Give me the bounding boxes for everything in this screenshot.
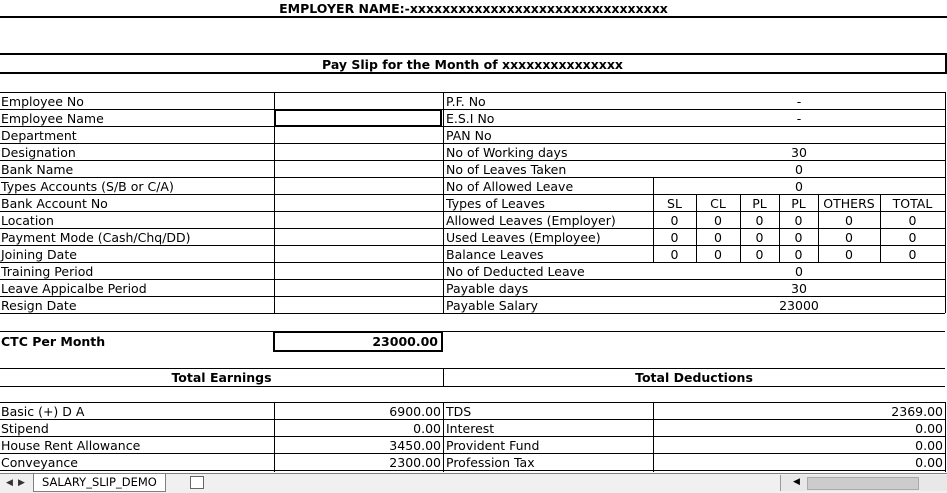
attendance-field-value: 30: [791, 281, 807, 296]
employee-field-value: [275, 93, 443, 110]
deduction-amount: 0.00: [915, 421, 943, 436]
employee-field-value: [275, 229, 443, 246]
leave-row-label: Used Leaves (Employee): [446, 230, 601, 245]
attendance-field-label: No of Allowed Leave: [446, 179, 574, 194]
employer-name-header: [0, 0, 947, 18]
attendance-field-label: No of Deducted Leave: [446, 264, 585, 279]
attendance-field-value: 0: [795, 264, 803, 279]
employee-field-value: [275, 161, 443, 178]
horizontal-scrollbar[interactable]: [780, 475, 947, 491]
leave-cell-value: 0: [845, 213, 853, 228]
employee-field-label: Resign Date: [1, 298, 77, 313]
leave-cell-value: 0: [755, 247, 764, 262]
leave-cell-value: 0: [908, 230, 917, 245]
leave-cell-value: 0: [714, 247, 722, 262]
employee-field-label: Types Accounts (S/B or C/A): [1, 179, 174, 194]
employee-field-label: Payment Mode (Cash/Chq/DD): [1, 230, 191, 245]
leave-cell-value: 0: [714, 230, 722, 245]
employee-field-label: Location: [1, 213, 54, 228]
deduction-label: Interest: [446, 421, 495, 436]
sheet-tab-salary-slip-demo[interactable]: [33, 474, 166, 492]
sheet-tab-label: SALARY_SLIP_DEMO: [42, 475, 157, 489]
scroll-thumb[interactable]: [807, 477, 919, 490]
deduction-amount: 0.00: [915, 438, 943, 453]
employee-field-value: [275, 178, 443, 195]
leave-cell-value: 0: [845, 247, 853, 262]
ctc-value: 23000.00: [372, 334, 438, 349]
payslip-title-text: Pay Slip for the Month of xxxxxxxxxxxxxxx: [322, 57, 623, 72]
attendance-field-value: [653, 127, 945, 144]
leave-cell-value: 0: [794, 213, 803, 228]
earning-label: Conveyance: [1, 455, 78, 470]
employee-field-label: Employee No: [1, 94, 84, 109]
employee-field-label: Employee Name: [1, 111, 104, 126]
attendance-field-value: -: [796, 111, 802, 126]
earning-amount: 2300.00: [389, 455, 441, 470]
payslip-title-header: [0, 53, 947, 74]
prev-sheet-icon[interactable]: ◀: [6, 478, 13, 488]
attendance-field-value: 23000: [779, 298, 819, 313]
leave-cell-value: 0: [908, 247, 917, 262]
attendance-field-value: 30: [791, 145, 807, 160]
employee-name-input-box[interactable]: [274, 109, 442, 127]
attendance-field-label: P.F. No: [446, 94, 486, 109]
employee-field-value: [275, 127, 443, 144]
employee-field-value: [275, 280, 443, 297]
employee-field-value: [275, 212, 443, 229]
earning-amount: 6900.00: [389, 404, 441, 419]
attendance-field-label: PAN No: [446, 128, 492, 143]
employee-field-value: [275, 246, 443, 263]
gridline: [0, 331, 945, 332]
deduction-amount: 2369.00: [891, 404, 943, 419]
sheet-tab-bar: [0, 473, 947, 493]
employer-name-text: EMPLOYER NAME:-xxxxxxxxxxxxxxxxxxxxxxxxxxxxxxxx: [279, 1, 668, 16]
leave-column-header: PL: [752, 196, 767, 211]
employee-field-value: [275, 297, 443, 314]
leave-cell-value: 0: [908, 213, 917, 228]
employee-field-label: Joining Date: [1, 247, 77, 262]
leave-column-header: CL: [710, 196, 726, 211]
earning-label: House Rent Allowance: [1, 438, 141, 453]
ctc-label: CTC Per Month: [1, 334, 106, 349]
leave-cell-value: 0: [670, 230, 679, 245]
total-deductions-heading: Total Deductions: [635, 370, 753, 385]
leave-column-header: PL: [791, 196, 806, 211]
attendance-field-value: 0: [795, 162, 803, 177]
attendance-field-label: Payable Salary: [446, 298, 539, 313]
leave-column-header: OTHERS: [823, 196, 875, 211]
gridline: [443, 92, 444, 313]
earning-label: Stipend: [1, 421, 49, 436]
scroll-left-icon[interactable]: ◀: [793, 477, 800, 487]
deduction-amount: 0.00: [915, 455, 943, 470]
gridline: [0, 386, 945, 387]
employee-field-value: [275, 263, 443, 280]
earning-amount: 0.00: [413, 421, 441, 436]
leave-cell-value: 0: [755, 230, 764, 245]
leave-row-label: Allowed Leaves (Employer): [446, 213, 616, 228]
deduction-label: Provident Fund: [446, 438, 540, 453]
employee-field-label: Bank Name: [1, 162, 74, 177]
employee-field-label: Bank Account No: [1, 196, 108, 211]
attendance-field-label: No of Leaves Taken: [446, 162, 567, 177]
deduction-label: Profession Tax: [446, 455, 535, 470]
leave-cell-value: 0: [670, 213, 679, 228]
earning-label: Basic (+) D A: [1, 404, 85, 419]
earning-amount: 3450.00: [389, 438, 441, 453]
employee-field-label: Department: [1, 128, 77, 143]
gridline: [945, 92, 946, 313]
attendance-field-value: 0: [795, 179, 803, 194]
leave-cell-value: 0: [845, 230, 853, 245]
attendance-field-label: E.S.I No: [446, 111, 495, 126]
employee-field-value: [275, 144, 443, 161]
leave-cell-value: 0: [794, 230, 803, 245]
employee-field-label: Designation: [1, 145, 76, 160]
total-earnings-heading: Total Earnings: [171, 370, 272, 385]
leave-column-header: SL: [667, 196, 682, 211]
employee-field-label: Leave Appicalbe Period: [1, 281, 147, 296]
leave-cell-value: 0: [794, 247, 803, 262]
attendance-field-label: No of Working days: [446, 145, 568, 160]
leave-types-label: Types of Leaves: [446, 196, 545, 211]
insert-sheet-icon[interactable]: [190, 476, 204, 489]
attendance-field-label: Payable days: [446, 281, 529, 296]
next-sheet-icon[interactable]: ▶: [18, 478, 25, 488]
leave-cell-value: 0: [755, 213, 764, 228]
deduction-label: TDS: [446, 404, 472, 419]
leave-cell-value: 0: [670, 247, 679, 262]
employee-field-value: [275, 195, 443, 212]
leave-column-header: TOTAL: [892, 196, 933, 211]
leave-cell-value: 0: [714, 213, 722, 228]
leave-row-label: Balance Leaves: [446, 247, 544, 262]
employee-field-label: Training Period: [1, 264, 94, 279]
attendance-field-value: -: [796, 94, 802, 109]
